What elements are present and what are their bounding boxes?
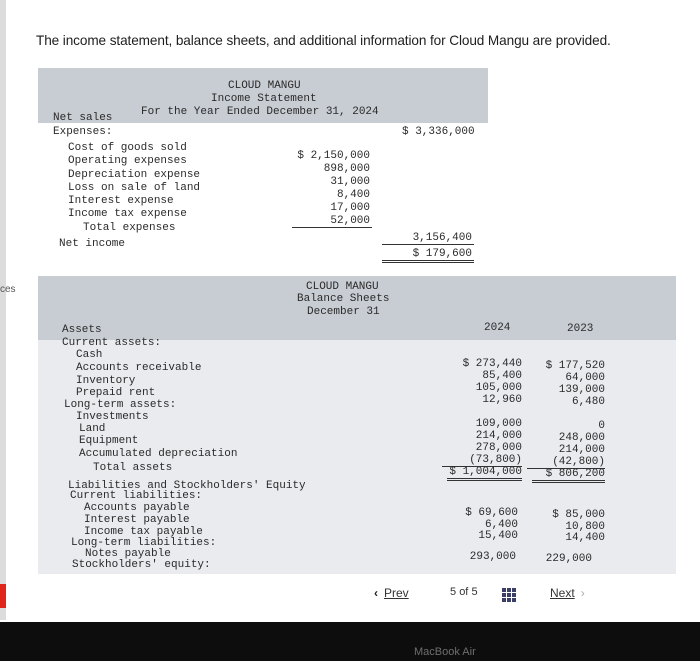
bs-title: Balance Sheets	[297, 293, 390, 305]
page-current: 5	[450, 586, 457, 598]
asset-label: Land	[79, 423, 106, 435]
asset-value-2023: 214,000	[558, 444, 605, 456]
total-assets-2024: $ 1,004,000	[447, 466, 522, 481]
page-grid-icon[interactable]	[502, 588, 516, 602]
left-panel-edge	[0, 0, 6, 620]
net-income-value: $ 179,600	[382, 248, 474, 263]
asset-value-2024: 214,000	[475, 430, 522, 442]
net-income-label: Net income	[59, 238, 126, 250]
prev-label: Prev	[384, 586, 409, 600]
expense-label: Operating expenses	[68, 155, 187, 167]
liabilities-equity-label: Liabilities and Stockholders' Equity	[68, 480, 306, 492]
expense-value: 52,000	[292, 215, 372, 228]
liability-value-2023: 10,800	[565, 521, 605, 533]
expense-value: 17,000	[330, 202, 370, 214]
asset-label: Cash	[76, 349, 103, 361]
current-liabilities-label: Current liabilities:	[70, 490, 203, 502]
asset-value-2024: $ 273,440	[462, 358, 522, 370]
expense-label: Loss on sale of land	[68, 182, 201, 194]
page-total: 5	[471, 586, 478, 598]
expense-value: $ 2,150,000	[297, 150, 370, 162]
asset-value-2023: $ 177,520	[545, 360, 605, 372]
expense-label: Income tax expense	[68, 208, 187, 220]
asset-label: Prepaid rent	[76, 387, 156, 399]
red-progress-marker	[0, 584, 6, 608]
total-expenses-value: 3,156,400	[382, 232, 474, 245]
assets-label: Assets	[62, 324, 102, 336]
column-header-2024: 2024	[484, 322, 511, 334]
chevron-right-icon: ›	[580, 586, 585, 600]
expense-label: Interest expense	[68, 195, 174, 207]
expense-value: 31,000	[330, 176, 370, 188]
liability-label: Interest payable	[84, 514, 190, 526]
sidebar-tab-label[interactable]: ces	[0, 284, 16, 295]
long-term-assets-label: Long-term assets:	[64, 399, 177, 411]
expense-value: 8,400	[336, 189, 370, 201]
liability-value-2024: 6,400	[484, 519, 518, 531]
asset-value-2024: 109,000	[475, 418, 522, 430]
asset-value-2023: 248,000	[558, 432, 605, 444]
asset-value-2024: 278,000	[475, 442, 522, 454]
screen-bezel	[0, 622, 700, 661]
stockholders-equity-label: Stockholders' equity:	[72, 559, 211, 571]
liability-label: Income tax payable	[84, 526, 203, 538]
expenses-label: Expenses:	[53, 126, 113, 138]
total-assets-label: Total assets	[93, 462, 173, 474]
asset-value-2023: (42,800)	[527, 456, 605, 469]
asset-label: Investments	[76, 411, 149, 423]
asset-label: Accumulated depreciation	[79, 448, 238, 460]
is-period: For the Year Ended December 31, 2024	[141, 106, 379, 118]
device-label: MacBook Air	[414, 646, 476, 658]
page-separator: of	[459, 586, 469, 598]
notes-payable-2023: 229,000	[545, 553, 592, 565]
expense-label: Cost of goods sold	[68, 142, 187, 154]
expense-value: 898,000	[323, 163, 370, 175]
liability-value-2023: $ 85,000	[552, 509, 605, 521]
liability-value-2024: 15,400	[478, 530, 518, 542]
net-sales-value: $ 3,336,000	[402, 126, 475, 138]
asset-value-2024: 12,960	[482, 394, 522, 406]
asset-value-2023: 139,000	[558, 384, 605, 396]
asset-value-2023: 0	[598, 420, 605, 432]
long-term-liabilities-label: Long-term liabilities:	[71, 537, 217, 549]
is-title: Income Statement	[211, 93, 317, 105]
next-label: Next	[550, 586, 575, 600]
chevron-left-icon: ‹	[374, 586, 378, 600]
liability-label: Accounts payable	[84, 502, 190, 514]
asset-label: Inventory	[76, 375, 136, 387]
asset-value-2024: (73,800)	[442, 454, 522, 467]
bs-company-name: CLOUD MANGU	[306, 281, 379, 293]
total-expenses-label: Total expenses	[83, 222, 176, 234]
asset-label: Accounts receivable	[76, 362, 202, 374]
page-indicator	[450, 586, 478, 598]
current-assets-label: Current assets:	[62, 337, 162, 349]
notes-payable-label: Notes payable	[85, 548, 171, 560]
liability-value-2024: $ 69,600	[465, 507, 518, 519]
liability-value-2023: 14,400	[565, 532, 605, 544]
question-text: The income statement, balance sheets, and additional information for Cloud Mangu are provided.	[36, 33, 611, 48]
prev-button[interactable]	[374, 586, 409, 600]
notes-payable-2024: 293,000	[469, 551, 516, 563]
asset-label: Equipment	[79, 435, 139, 447]
asset-value-2023: 6,480	[571, 396, 605, 408]
asset-value-2024: 85,400	[482, 370, 522, 382]
column-header-2023: 2023	[567, 323, 594, 335]
net-sales-label: Net sales	[53, 112, 113, 124]
asset-value-2024: 105,000	[475, 382, 522, 394]
total-assets-2023: $ 806,200	[532, 468, 605, 483]
is-company-name: CLOUD MANGU	[228, 80, 301, 92]
asset-value-2023: 64,000	[565, 372, 605, 384]
bs-date: December 31	[307, 306, 380, 318]
expense-label: Depreciation expense	[68, 169, 201, 181]
next-button[interactable]	[550, 586, 585, 600]
